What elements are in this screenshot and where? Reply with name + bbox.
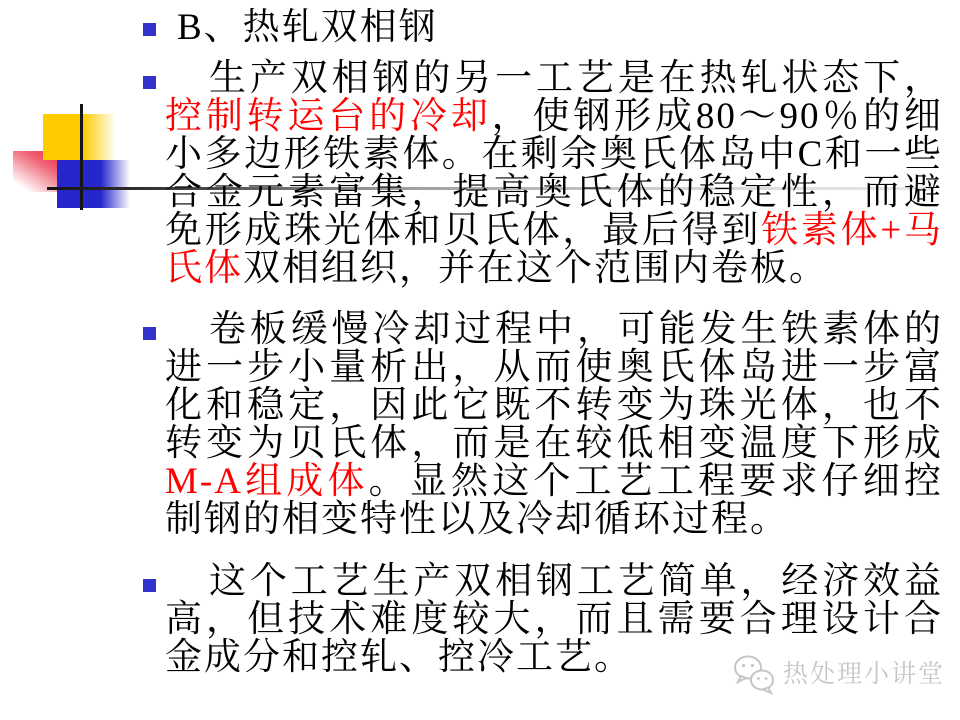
title-row <box>177 8 937 48</box>
bullet-square-icon <box>143 579 156 592</box>
text-segment: 双相组织，并在这个范围内卷板。 <box>243 248 828 289</box>
paragraph-text <box>165 58 943 289</box>
paragraph-1 <box>165 60 943 288</box>
text-segment-emphasis: 铁素体+马氏体 <box>165 210 943 289</box>
bullet-square-icon <box>143 327 156 340</box>
watermark-label: 热处理小讲堂 <box>783 660 946 688</box>
text-segment: ，使钢形成80～90％的细小多边形铁素体。在剩余奥氏体岛中C和一些合金元素富集，提高奥氏体的稳定性，而避免形成珠光体和贝氏体，最后得到 <box>165 96 944 251</box>
bullet-square-icon <box>143 23 156 36</box>
text-segment: 生产双相钢的另一工艺是在热轧状态下， <box>209 58 943 99</box>
text-segment: 卷板缓慢冷却过程中，可能发生铁素体的进一步小量析出，从而使奥氏体岛进一步富化和稳定，因此它既不转变为珠光体，也不转变为贝氏体，而是在较低相变温度下形成 <box>165 309 943 464</box>
bullet-square-icon <box>143 76 156 89</box>
text-segment: 。显然这个工艺工程要求仔细控制钢的相变特性以及冷却循环过程。 <box>165 461 944 540</box>
paragraph-text <box>165 309 943 540</box>
text-segment-emphasis: M-A组成体 <box>165 461 369 502</box>
text-segment-emphasis: 控制转运台的冷却 <box>165 96 492 137</box>
slide-title: B、热轧双相钢 <box>177 7 438 48</box>
watermark <box>731 652 945 696</box>
text-segment: 这个工艺生产双相钢工艺简单，经济效益高，但技术难度较大，而且需要合理设计合金成分和控轧、控冷工艺。 <box>165 561 943 678</box>
paragraph-2 <box>165 311 943 539</box>
wechat-logo-icon <box>731 652 777 696</box>
